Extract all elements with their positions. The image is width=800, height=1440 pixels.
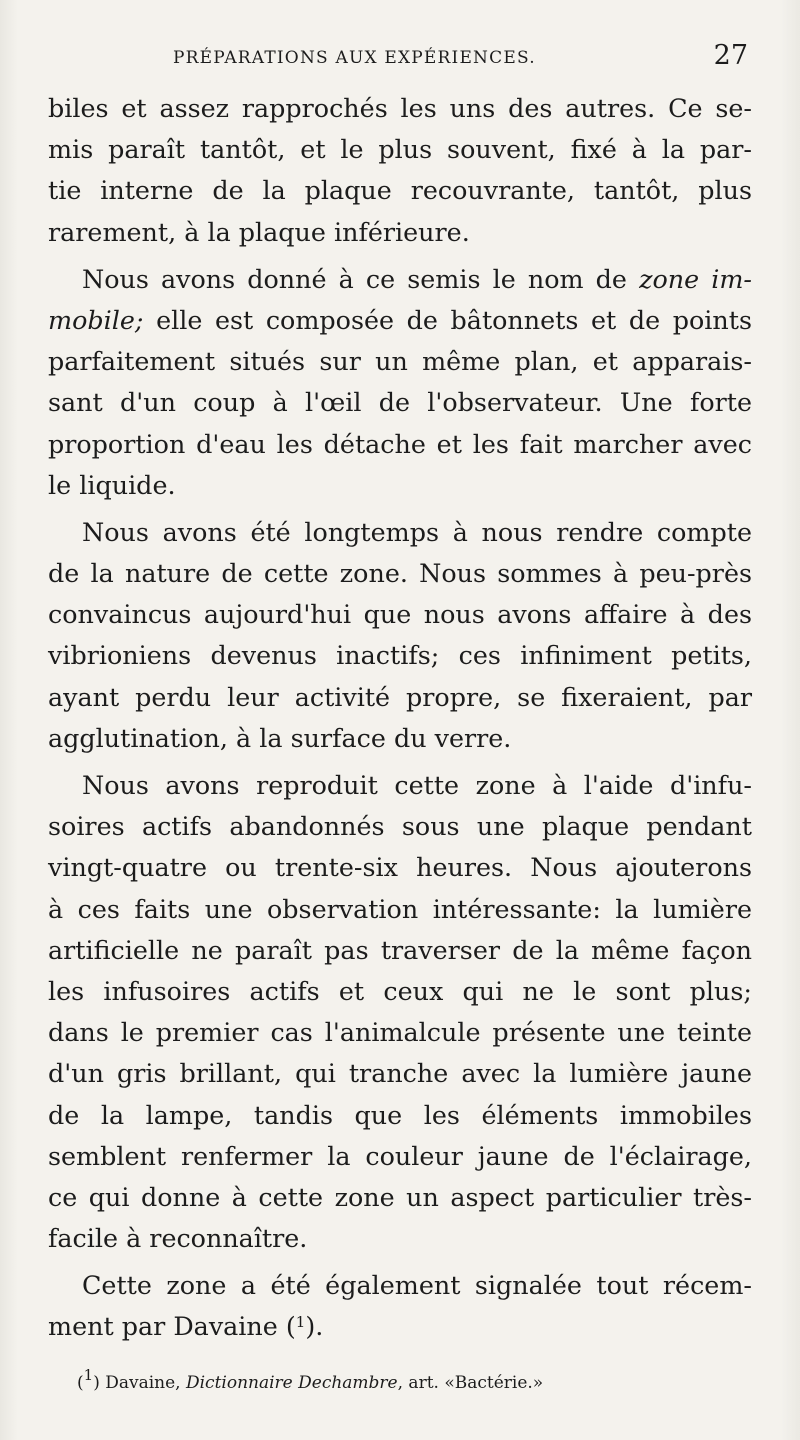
- page-header: [48, 40, 748, 80]
- paragraph: [48, 259, 752, 506]
- text-run: ment par Davaine (: [48, 1311, 296, 1342]
- text-line: de la lampe, tandis que les éléments immobiles: [48, 1099, 752, 1130]
- running-head: PRÉPARATIONS AUX EXPÉRIENCES.: [173, 48, 536, 68]
- text-line: rarement, à la plaque inférieure.: [48, 216, 470, 247]
- text-line: d'un gris brillant, qui tranche avec la lumière jaune: [48, 1058, 752, 1089]
- text-line: [48, 1306, 752, 1347]
- text-line: parfaitement situés sur un même plan, et apparais-: [48, 346, 752, 377]
- text-line: ce qui donne à cette zone un aspect particulier très-: [48, 1181, 752, 1212]
- page-number: 27: [713, 40, 748, 71]
- text-line: Nous avons reproduit cette zone à l'aide d'infu-: [82, 770, 752, 800]
- paragraph: [48, 88, 752, 253]
- text-line: tie interne de la plaque recouvrante, tantôt, plus: [48, 175, 752, 206]
- text-line: biles et assez rapprochés les uns des autres. Ce se-: [48, 93, 752, 123]
- text-run: ).: [305, 1311, 324, 1342]
- text-line: artificielle ne paraît pas traverser de la même façon: [48, 934, 752, 965]
- body-text: [48, 88, 752, 1348]
- text-line: de la nature de cette zone. Nous sommes à peu-près: [48, 558, 752, 589]
- footnote: [77, 1366, 544, 1393]
- text-line: [48, 300, 752, 341]
- text-run: Nous avons donné à ce semis le nom de: [82, 263, 640, 294]
- text-line: mis paraît tantôt, et le plus souvent, fixé à la par-: [48, 134, 752, 165]
- paragraph: [48, 1265, 752, 1347]
- footnote-work: Dictionnaire Dechambre: [185, 1373, 398, 1393]
- text-line: agglutination, à la surface du verre.: [48, 722, 512, 753]
- text-line: proportion d'eau les détache et les fait marcher avec: [48, 428, 752, 459]
- text-line: vingt-quatre ou trente-six heures. Nous ajouterons: [48, 852, 752, 883]
- text-line: soires actifs abandonnés sous une plaque pendant: [48, 811, 752, 842]
- text-line: Cette zone a été également signalée tout récem-: [82, 1270, 752, 1301]
- text-line: [48, 259, 752, 300]
- footnote-text: ) Davaine,: [93, 1373, 186, 1393]
- footnote-ref: 1: [295, 1313, 306, 1332]
- text-line: le liquide.: [48, 469, 176, 500]
- text-line: vibrioniens devenus inactifs; ces infiniment petits,: [48, 640, 752, 671]
- text-line: Nous avons été longtemps à nous rendre compte: [82, 516, 752, 547]
- text-line: convaincus aujourd'hui que nous avons affaire à des: [48, 599, 752, 630]
- text-line: ayant perdu leur activité propre, se fixeraient, par: [48, 681, 752, 712]
- text-line: facile à reconnaître.: [48, 1223, 308, 1254]
- text-line: semblent renfermer la couleur jaune de l'éclairage,: [48, 1140, 752, 1171]
- text-line: à ces faits une observation intéressante: la lumière: [48, 893, 752, 924]
- text-line: dans le premier cas l'animalcule présente une teinte: [48, 1017, 752, 1048]
- footnote-text: , art. «Bactérie.»: [397, 1373, 544, 1393]
- paragraph: [48, 512, 752, 759]
- text-run: elle est composée de bâtonnets et de points: [143, 304, 752, 335]
- paragraph: [48, 765, 752, 1259]
- text-line: sant d'un coup à l'œil de l'observateur. Une forte: [48, 387, 752, 418]
- footnote-open: (: [77, 1373, 84, 1393]
- text-line: les infusoires actifs et ceux qui ne le sont plus;: [48, 975, 752, 1006]
- italic-term: zone im-: [639, 263, 753, 294]
- italic-term: mobile;: [48, 304, 144, 335]
- footnote-marker: 1: [83, 1366, 94, 1384]
